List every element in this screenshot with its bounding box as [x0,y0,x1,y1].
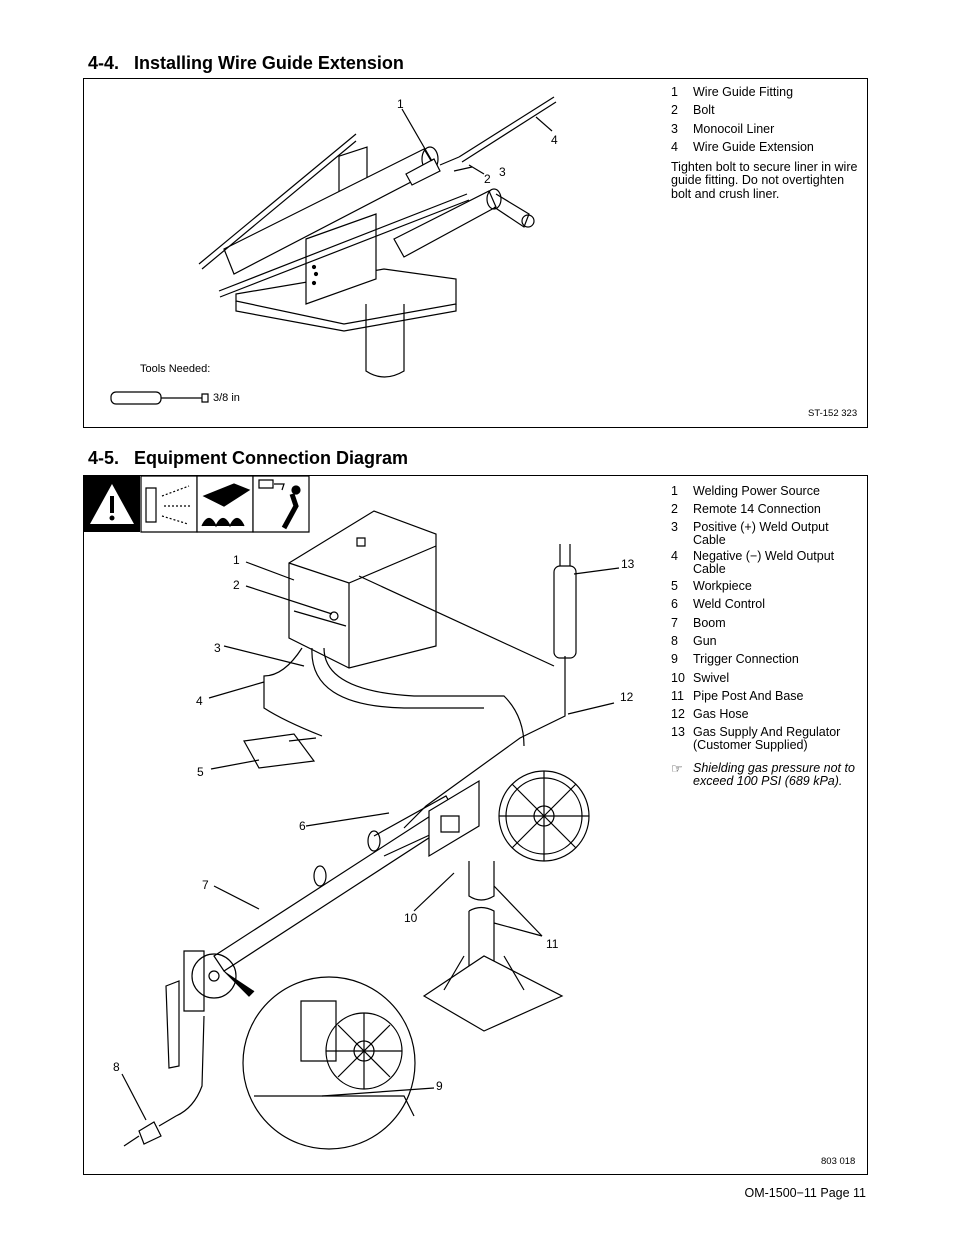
legend-item: 1 Wire Guide Fitting [671,85,794,99]
legend-item: 8 Gun [671,634,717,649]
legend-item: 12 Gas Hose [671,707,749,722]
legend-item: 5 Workpiece [671,579,752,594]
fire-hazard-icon [141,476,197,532]
callout-1: 1 [233,553,240,567]
callout-3: 3 [499,165,506,179]
section-heading-4-5: 4-5. Equipment Connection Diagram [88,448,409,468]
section-heading-4-4: 4-4. Installing Wire Guide Extension [88,53,404,73]
figure-box-wire-guide [83,78,868,428]
callout-10: 10 [404,911,418,925]
legend-item: 3 Monocoil Liner [671,121,775,136]
gas-pressure-tip [671,762,863,789]
callout-12: 12 [620,690,634,704]
electric-shock-icon [253,476,309,532]
figure-id: 803 018 [821,1156,856,1167]
legend-item: 11 Pipe Post And Base [671,688,804,703]
legend-item: 6 Weld Control [671,597,766,612]
callout-7: 7 [202,878,209,892]
legend-item: 13 Gas Supply And Regulator (Customer Supplied) [671,724,841,752]
legend-item: 7 Boom [671,615,726,630]
callout-11: 11 [546,937,559,951]
pointing-hand-icon: ☞ [671,760,683,776]
tool-size-label: 3/8 in [213,392,240,404]
legend-item: 4 Negative (−) Weld Output Cable [671,548,835,576]
callout-5: 5 [197,765,204,779]
legend-item: 9 Trigger Connection [671,652,799,667]
legend-item: 10 Swivel [671,670,730,685]
figure-id: ST-152 323 [808,408,858,419]
page-footer: OM-1500−11 Page 11 [744,1186,866,1200]
instruction-note: Tighten bolt to secure liner in wire guide fitting. Do not overtighten bolt and crush liner. [671,159,858,201]
warning-icon [84,476,140,532]
callout-4: 4 [551,133,558,147]
legend-item: 4 Wire Guide Extension [671,139,814,154]
legend-item: 2 Bolt [671,103,715,118]
legend-item: 1 Welding Power Source [671,484,820,498]
gas-pressure-tip-text: Shielding gas pressure not to exceed 100 PSI (689 kPa). [693,760,855,789]
callout-4: 4 [196,694,203,708]
legend-list [671,85,863,201]
callout-8: 8 [113,1060,120,1074]
legend-item: 2 Remote 14 Connection [671,502,821,517]
callout-9: 9 [436,1079,443,1093]
figure-box-connection-diagram [83,475,868,1175]
burn-hazard-icon [197,476,253,532]
callout-13: 13 [621,557,635,571]
callout-2: 2 [233,578,240,592]
tools-needed-label: Tools Needed: [140,363,211,375]
legend-item: 3 Positive (+) Weld Output Cable [671,519,829,547]
callout-3: 3 [214,641,221,655]
callout-1: 1 [397,97,404,111]
callout-2: 2 [484,172,491,186]
callout-6: 6 [299,819,306,833]
legend-list [671,484,863,789]
